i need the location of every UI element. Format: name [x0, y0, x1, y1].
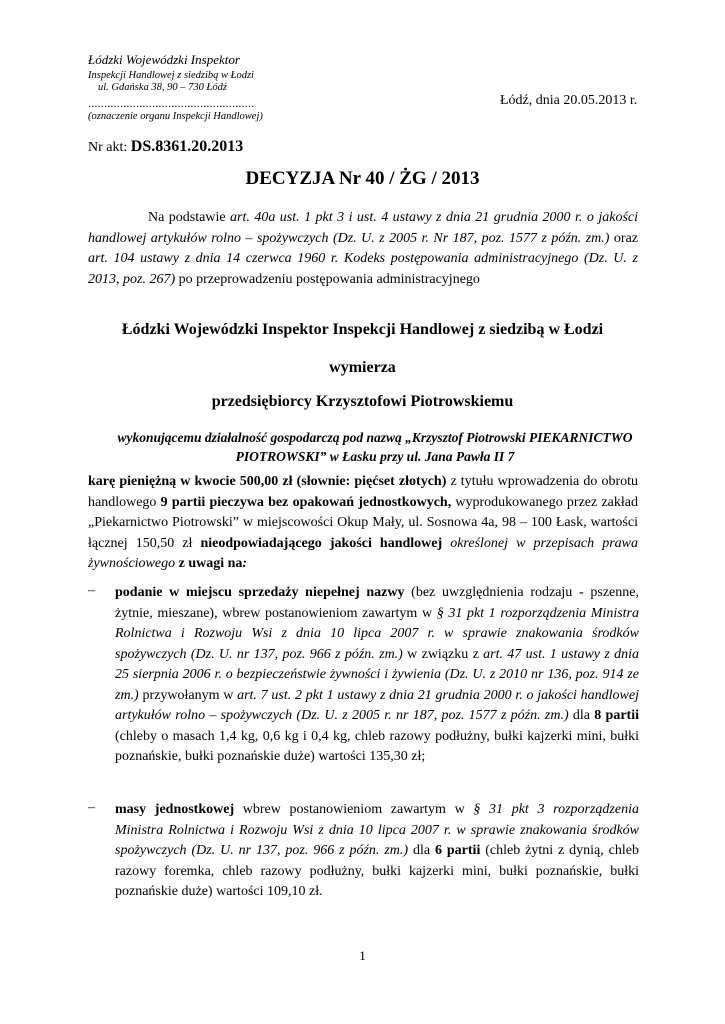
- penalty-batches: 9 partii pieczywa bez opakowań jednostkowych,: [160, 494, 452, 510]
- violation-text: (bez uwzględnienia rodzaju: [404, 585, 580, 600]
- page-number: 1: [359, 948, 366, 963]
- violation-text: -: [579, 585, 584, 600]
- legal-basis-paragraph: [88, 208, 638, 290]
- intro-text: oraz: [609, 230, 638, 246]
- penalty-regulation: określonej w przepisach prawa żywnościowego: [88, 535, 638, 571]
- penalty-text: [442, 536, 450, 551]
- verb-heading: wymierza: [329, 359, 396, 376]
- violation-citation: art. 47 ust. 1 ustawy z dnia 25 sierpnia 2006 r. o bezpieczeństwie żywności i żywienia (Dz. U. z 2010 nr 136, poz. 914 ze zm.): [115, 646, 639, 703]
- violation-citation: § 31 pkt 3 rozporządzenia Ministra Rolnictwa i Rozwoju Wsi z dnia 10 lipca 2007 r. w sprawie znakowania środków spożywczych (Dz. U. nr 137, poz. 966 z późn. zm.): [115, 802, 639, 858]
- violation-text: pszenne, żytnie, mieszane), wbrew postanowieniom zawartym w: [115, 585, 639, 621]
- case-number-value: DS.8361.20.2013: [130, 138, 244, 155]
- violation-text: w związku z: [402, 646, 484, 662]
- intro-text: Na podstawie: [148, 210, 231, 225]
- organ-note: (oznaczenie organu Inspekcji Handlowej): [88, 111, 263, 122]
- violation-text: (chleby o masach 1,4 kg, 0,6 kg i 0,4 kg, chleb razowy podłużny, bułki kajzerki mini, bułki poznańskie, bułki poznańskie duże) wartości 135,30 zł;: [115, 728, 639, 764]
- penalty-paragraph: [88, 472, 638, 575]
- violation-text: dla: [408, 843, 435, 858]
- violation-text: (chleb żytni z dynią, chleb razowy foremka, chleb razowy podłużny, bułki kajzerki mini, bułki poznańskie, bułki poznańskie duże) wartości 109,10 zł.: [115, 843, 639, 899]
- violation-text: dla: [568, 708, 595, 723]
- penalty-reason: z uwagi na: [175, 556, 243, 571]
- bullet-dash: –: [88, 583, 95, 598]
- list-item: [115, 800, 639, 903]
- intro-citation-1: art. 40a ust. 1 pkt 3 i ust. 4 ustawy z dnia 21 grudnia 2000 r. o jakości handlowej artykułów rolno – spożywczych (Dz. U. z 2005 r. Nr 187, poz. 1577 z późn. zm.): [88, 210, 638, 246]
- violation-citation: art. 7 ust. 2 pkt 1 ustawy z dnia 21 grudnia 2000 r. o jakości handlowej artykułów rolno – spożywczych (Dz. U. z 2005 r. nr 187, poz. 1577 z późn. zm.): [115, 687, 640, 723]
- case-number-label: Nr akt:: [88, 140, 131, 155]
- list-item: [115, 583, 639, 768]
- authority-heading: Łódzki Wojewódzki Inspektor Inspekcji Handlowej z siedzibą w Łodzi: [121, 321, 604, 338]
- violation-batches: 8 partii: [594, 708, 639, 723]
- business-description: wykonującemu działalność gospodarczą pod nazwą „Krzysztof Piotrowski PIEKARNICTWO PIOTROWSKI” w Łasku przy ul. Jana Pawła II 7: [117, 430, 633, 464]
- penalty-quality: nieodpowiadającego jakości handlowej: [200, 535, 443, 551]
- organ-seat: Inspekcji Handlowej z siedzibą w Łodzi: [88, 70, 254, 81]
- penalty-text: wyprodukowanego przez zakład „Piekarnictwo Piotrowski” w miejscowości Okup Mały, ul. Sosnowa 4a, 98 – 100 Łask, wartości łącznej 150,50 zł: [88, 494, 638, 551]
- organ-name: Łódzki Wojewódzki Inspektor: [88, 52, 240, 67]
- signature-dots: ....................................................: [88, 96, 255, 110]
- decision-title: DECYZJA Nr 40 / ŻG / 2013: [245, 168, 480, 189]
- violation-batches: 6 partii: [434, 843, 481, 858]
- violation-text: wbrew postanowieniom zawartym w: [234, 802, 474, 817]
- penalty-amount: karę pieniężną w kwocie 500,00 zł (słownie: pięćset złotych): [88, 474, 447, 489]
- penalty-colon: :: [242, 556, 248, 571]
- case-number: [88, 138, 243, 156]
- intro-text: po przeprowadzeniu postępowania administracyjnego: [175, 271, 480, 287]
- bullet-dash: –: [88, 800, 95, 815]
- violation-title: podanie w miejscu sprzedaży niepełnej nazwy: [115, 585, 405, 600]
- place-date: Łódź, dnia 20.05.2013 r.: [500, 93, 638, 108]
- intro-citation-2: art. 104 ustawy z dnia 14 czerwca 1960 r. Kodeks postępowania administracyjnego (Dz. U. z 2013, poz. 267): [88, 251, 638, 287]
- penalty-text: z tytułu wprowadzenia do obrotu handlowego: [88, 474, 638, 510]
- violation-title: masy jednostkowej: [115, 802, 235, 817]
- violation-text: przywołanym w: [138, 687, 238, 703]
- recipient-heading: przedsiębiorcy Krzysztofowi Piotrowskiemu: [211, 393, 514, 410]
- organ-address: ul. Gdańska 38, 90 – 730 Łódź: [98, 82, 227, 93]
- violation-citation: § 31 pkt 1 rozporządzenia Ministra Rolnictwa i Rozwoju Wsi z dnia 10 lipca 2007 r. w sprawie znakowania środków spożywczych (Dz. U. nr 137, poz. 966 z późn. zm.): [115, 605, 639, 662]
